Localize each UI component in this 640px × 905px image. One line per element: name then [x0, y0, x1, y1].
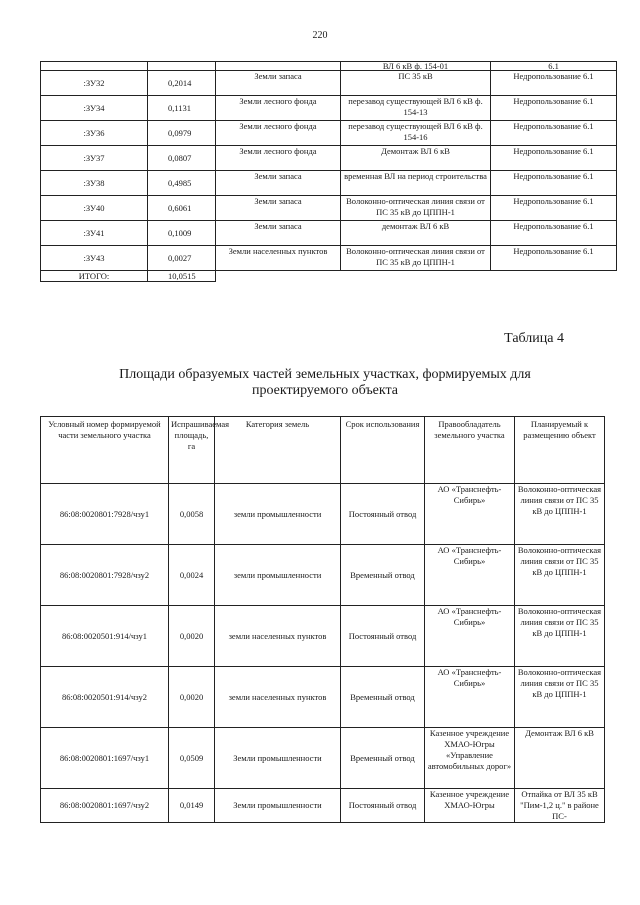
- land-category-cell: Земли промышленности: [215, 728, 341, 789]
- area-cell: 0,0027: [148, 246, 216, 271]
- area-cell: 0,0024: [169, 545, 215, 606]
- plot-number-cell: :ЗУ32: [41, 71, 148, 96]
- land-category-cell: Земли запаса: [216, 171, 341, 196]
- owner-cell: Казенное учреждение ХМАО-Югры: [425, 789, 515, 823]
- page-number: 220: [312, 30, 328, 41]
- purpose-cell: Волоконно-оптическая линия связи от ПС 35 кВ до ЦППН-1: [515, 484, 605, 545]
- term-cell: Временный отвод: [341, 728, 425, 789]
- plot-number-cell: :ЗУ38: [41, 171, 148, 196]
- area-cell: 0,0807: [148, 146, 216, 171]
- total-empty: [216, 271, 617, 282]
- use-type-cell: Недропользование 6.1: [491, 221, 617, 246]
- object-cell: Волоконно-оптическая линия связи от ПС 35 кВ до ЦППН-1: [341, 246, 491, 271]
- table-row: [41, 606, 605, 667]
- table-row: [41, 667, 605, 728]
- table-header-row: [41, 417, 605, 484]
- plot-part-number-cell: 86:08:0020801:1697/чзу1: [41, 728, 169, 789]
- object-cell: перезавод существующей ВЛ 6 кВ ф. 154-16: [341, 121, 491, 146]
- area-cell: 0,0058: [169, 484, 215, 545]
- table-title: Площади образуемых частей земельных участках, формируемых для проектируемого объекта: [119, 367, 531, 398]
- purpose-cell: Волоконно-оптическая линия связи от ПС 35 кВ до ЦППН-1: [515, 606, 605, 667]
- term-cell: Временный отвод: [341, 667, 425, 728]
- area-cell: 0,6061: [148, 196, 216, 221]
- land-category-cell: Земли запаса: [216, 196, 341, 221]
- land-category-cell: земли промышленности: [215, 545, 341, 606]
- object-cell: Волоконно-оптическая линия связи от ПС 35 кВ до ЦППН-1: [341, 196, 491, 221]
- plot-number-cell: :ЗУ37: [41, 146, 148, 171]
- table-row: [41, 221, 617, 246]
- object-cell: Демонтаж ВЛ 6 кВ: [341, 146, 491, 171]
- land-category-cell: Земли лесного фонда: [216, 96, 341, 121]
- total-row: [41, 271, 617, 282]
- area-cell: 0,0509: [169, 728, 215, 789]
- use-type-cell: Недропользование 6.1: [491, 71, 617, 96]
- total-label: ИТОГО:: [41, 271, 148, 282]
- table-row: [41, 728, 605, 789]
- land-category-cell: земли промышленности: [215, 484, 341, 545]
- purpose-cell: Демонтаж ВЛ 6 кВ: [515, 728, 605, 789]
- purpose-cell: Волоконно-оптическая линия связи от ПС 35 кВ до ЦППН-1: [515, 667, 605, 728]
- header-area: Испрашиваемая площадь, га: [169, 417, 215, 484]
- use-type-cell: 6.1: [491, 62, 617, 71]
- owner-cell: Казенное учреждение ХМАО-Югры «Управление автомобильных дорог»: [425, 728, 515, 789]
- area-cell: 0,0149: [169, 789, 215, 823]
- use-type-cell: Недропользование 6.1: [491, 196, 617, 221]
- land-category-cell: Земли населенных пунктов: [216, 246, 341, 271]
- use-type-cell: Недропользование 6.1: [491, 171, 617, 196]
- plot-part-number-cell: 86:08:0020501:914/чзу2: [41, 667, 169, 728]
- header-land-category: Категория земель: [215, 417, 341, 484]
- object-cell: ВЛ 6 кВ ф. 154-01: [341, 62, 491, 71]
- plot-number-cell: :ЗУ43: [41, 246, 148, 271]
- table-row: [41, 121, 617, 146]
- table-row: [41, 171, 617, 196]
- land-category-cell: Земли запаса: [216, 71, 341, 96]
- table-row: [41, 484, 605, 545]
- plot-part-number-cell: 86:08:0020801:1697/чзу2: [41, 789, 169, 823]
- purpose-cell: Отпайка от ВЛ 35 кВ "Пим-1,2 ц." в районе ПС-: [515, 789, 605, 823]
- land-plots-table: [40, 61, 617, 282]
- land-category-cell: Земли промышленности: [215, 789, 341, 823]
- use-type-cell: Недропользование 6.1: [491, 246, 617, 271]
- area-cell: 0,4985: [148, 171, 216, 196]
- use-type-cell: Недропользование 6.1: [491, 146, 617, 171]
- area-cell: 0,0979: [148, 121, 216, 146]
- plot-number-cell: :ЗУ34: [41, 96, 148, 121]
- table-row: [41, 789, 605, 823]
- area-cell: 0,2014: [148, 71, 216, 96]
- header-term: Срок использования: [341, 417, 425, 484]
- term-cell: Постоянный отвод: [341, 789, 425, 823]
- plot-part-number-cell: 86:08:0020501:914/чзу1: [41, 606, 169, 667]
- table-row: [41, 71, 617, 96]
- object-cell: ПС 35 кВ: [341, 71, 491, 96]
- header-purpose: Планируемый к размещению объект: [515, 417, 605, 484]
- area-cell: 0,1009: [148, 221, 216, 246]
- table-label: Таблица 4: [504, 331, 564, 346]
- area-cell: 0,1131: [148, 96, 216, 121]
- object-cell: перезавод существующей ВЛ 6 кВ ф. 154-13: [341, 96, 491, 121]
- object-cell: временная ВЛ на период строительства: [341, 171, 491, 196]
- land-category-cell: Земли лесного фонда: [216, 121, 341, 146]
- owner-cell: АО «Транснефть-Сибирь»: [425, 545, 515, 606]
- land-category-cell: Земли лесного фонда: [216, 146, 341, 171]
- table-row: [41, 62, 617, 71]
- table-row: [41, 196, 617, 221]
- use-type-cell: Недропользование 6.1: [491, 121, 617, 146]
- plot-number-cell: :ЗУ36: [41, 121, 148, 146]
- land-category-cell: Земли запаса: [216, 221, 341, 246]
- header-owner: Правообладатель земельного участка: [425, 417, 515, 484]
- owner-cell: АО «Транснефть-Сибирь»: [425, 606, 515, 667]
- land-parts-table: [40, 416, 605, 823]
- use-type-cell: Недропользование 6.1: [491, 96, 617, 121]
- area-cell: 0,0020: [169, 667, 215, 728]
- object-cell: демонтаж ВЛ 6 кВ: [341, 221, 491, 246]
- total-value: 10,0515: [148, 271, 216, 282]
- land-category-cell: [216, 62, 341, 71]
- plot-number-cell: [41, 62, 148, 71]
- table-row: [41, 246, 617, 271]
- table-row: [41, 545, 605, 606]
- plot-part-number-cell: 86:08:0020801:7928/чзу1: [41, 484, 169, 545]
- plot-number-cell: :ЗУ41: [41, 221, 148, 246]
- owner-cell: АО «Транснефть-Сибирь»: [425, 484, 515, 545]
- term-cell: Постоянный отвод: [341, 606, 425, 667]
- area-cell: [148, 62, 216, 71]
- land-category-cell: земли населенных пунктов: [215, 606, 341, 667]
- term-cell: Постоянный отвод: [341, 484, 425, 545]
- table-row: [41, 96, 617, 121]
- plot-part-number-cell: 86:08:0020801:7928/чзу2: [41, 545, 169, 606]
- header-plot-number: Условный номер формируемой части земельного участка: [41, 417, 169, 484]
- plot-number-cell: :ЗУ40: [41, 196, 148, 221]
- owner-cell: АО «Транснефть-Сибирь»: [425, 667, 515, 728]
- table-row: [41, 146, 617, 171]
- term-cell: Временный отвод: [341, 545, 425, 606]
- land-category-cell: земли населенных пунктов: [215, 667, 341, 728]
- purpose-cell: Волоконно-оптическая линия связи от ПС 35 кВ до ЦППН-1: [515, 545, 605, 606]
- area-cell: 0,0020: [169, 606, 215, 667]
